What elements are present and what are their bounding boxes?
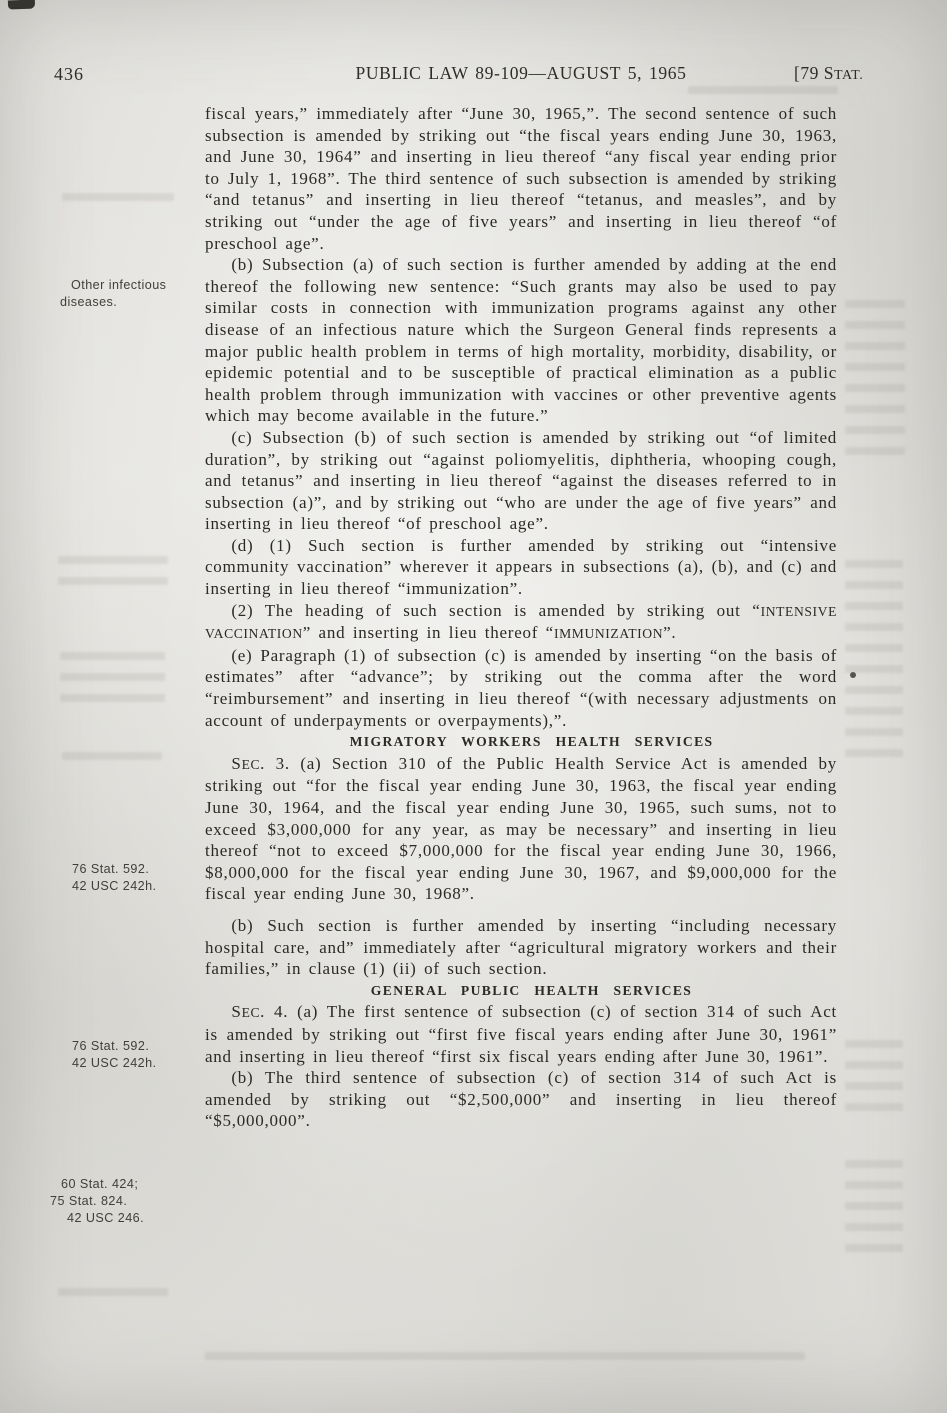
showthrough-artifact (58, 1288, 168, 1304)
showthrough-artifact (845, 1040, 903, 1120)
showthrough-artifact (845, 300, 905, 460)
para-sec3b-hospital-care: (b) Such section is further amended by inserting “including necessary hospital care, and” immediately after “agricultural migratory workers and their families,” in clause (1) (ii) of such section. (205, 915, 837, 979)
showthrough-artifact (845, 560, 903, 760)
margin-note-76-stat-592-a: 76 Stat. 592. 42 USC 242h. (72, 862, 157, 893)
para-sec4a-section-314: SEC. 4. (a) The first sentence of subsection (c) of section 314 of such Act is amended by striking out “first five fiscal years ending after June 30, 1961” and inserting in lieu thereof “first six fiscal years ending after June 30, 1961”. (205, 1002, 837, 1066)
margin-note-other-infectious-diseases: Other infectious diseases. (60, 278, 167, 309)
running-head-volume: [79 STAT. (794, 63, 864, 83)
statute-text-column (205, 103, 837, 1132)
para-e-basis-of-estimates: (e) Paragraph (1) of subsection (c) is amended by inserting “on the basis of estimates” after “advance”; by striking out the comma after the word “reimbursement” and inserting in lieu thereof “(with necessary adjustments on account of underpayments or overpayments),”. (205, 645, 837, 730)
showthrough-artifact (688, 86, 838, 102)
margin-note-76-stat-592-b: 76 Stat. 592. 42 USC 242h. (72, 1039, 157, 1070)
running-head-title: PUBLIC LAW 89-109—AUGUST 5, 1965 (355, 63, 687, 83)
page-number: 436 (54, 64, 84, 84)
para-sec4b-amount-amendment: (b) The third sentence of subsection (c) of section 314 of such Act is amended by striking out “$2,500,000” and inserting in lieu thereof “$5,000,000”. (205, 1068, 837, 1131)
para-d2-heading-amendment: (2) The heading of such section is amended by striking out “INTENSIVE VACCINATION” and inserting in lieu thereof “IMMUNIZATION”. (205, 600, 837, 643)
showthrough-artifact (205, 1352, 805, 1368)
para-d1-intensive-community-vaccination: (d) (1) Such section is further amended by striking out “intensive community vaccination” wherever it appears in subsections (a), (b), and (c) and inserting in lieu thereof “immunization”. (205, 535, 837, 599)
showthrough-artifact (60, 652, 165, 707)
margin-note-60-stat-424: 60 Stat. 424; 75 Stat. 824. 42 USC 246. (50, 1177, 145, 1225)
para-c-limited-duration: (c) Subsection (b) of such section is amended by striking out “of limited duration”, by striking out “against poliomyelitis, diphtheria, whooping cough, and tetanus” and inserting in lieu thereof “against the diseases referred to in subsection (a)”, and by striking out “who are under the age of five years” and inserting in lieu thereof “of preschool age”. (205, 427, 837, 534)
heading-migratory-workers-health-services: MIGRATORY WORKERS HEALTH SERVICES (349, 734, 714, 750)
para-continuation-fiscal-years: fiscal years,” immediately after “June 30, 1965,”. The second sentence of such subsection is amended by striking out “the fiscal years ending June 30, 1963, and June 30, 1964” and inserting in lieu thereof “any fiscal year ending prior to July 1, 1968”. The third sentence of such subsection is amended by striking “and tetanus” and inserting in lieu thereof “tetanus, and measles”, and by striking out “under the age of five years” and inserting in lieu thereof “of preschool age”. (205, 104, 837, 253)
showthrough-artifact (845, 1160, 903, 1260)
para-sec3a-section-310: SEC. 3. (a) Section 310 of the Public Health Service Act is amended by striking out “for the fiscal year ending June 30, 1963, the fiscal year ending June 30, 1964, and the fiscal year ending June 30, 1965, such sums, not to exceed $3,000,000 for any year, as may be necessary” and inserting in lieu thereof “not to exceed $7,000,000 for the fiscal year ending June 30, 1966, $8,000,000 for the fiscal year ending June 30, 1967, and $9,000,000 for the fiscal year ending June 30, 1968”. (205, 753, 837, 904)
para-b-new-sentence-grants: (b) Subsection (a) of such section is further amended by adding at the end thereof the following new sentence: “Such grants may also be used to pay similar costs in connection with immunization programs against any other disease of an infectious nature which the Surgeon General finds represents a major public health problem in terms of high mortality, morbidity, disability, or epidemic potential and to be susceptible of practical elimination as a public health problem through immunization with vaccines or other preventive agents which may become available in the future.” (205, 255, 837, 426)
showthrough-artifact (62, 752, 162, 768)
heading-general-public-health-services: GENERAL PUBLIC HEALTH SERVICES (370, 982, 693, 998)
showthrough-artifact (58, 556, 168, 590)
scan-ink-mark (8, 0, 35, 9)
showthrough-artifact (62, 193, 174, 209)
